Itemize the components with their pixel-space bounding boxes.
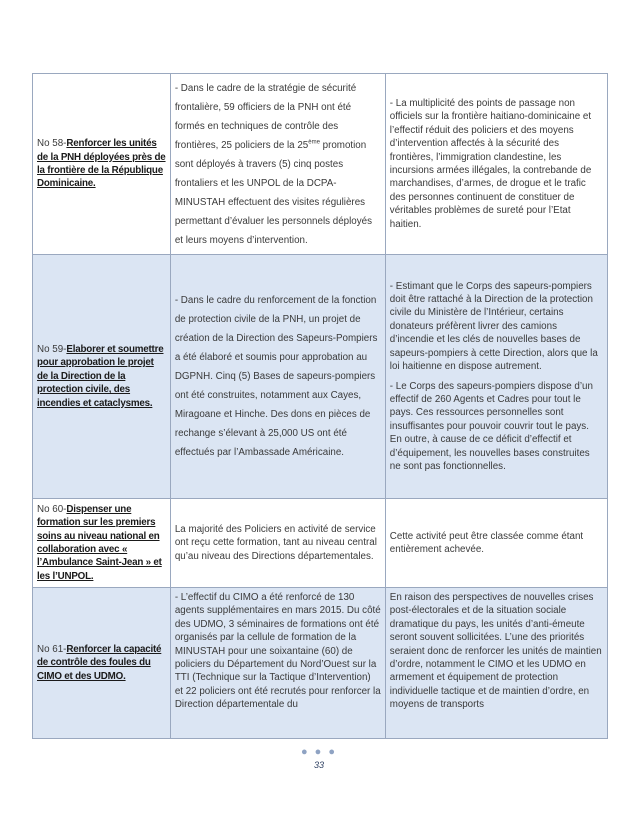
activity-text-continued: promotion sont déployés à travers (5) cinq postes frontaliers et les UNPOL de la DCPA-MINUSTAH effectuent des visites régulières permettant d’évaluer les personnels déployés et leurs moyens d’intervention.	[174, 139, 372, 246]
activity-text: - Dans le cadre de la stratégie de sécurité frontalière, 59 officiers de la PNH ont été formés en techniques de contrôle des frontières, 25 policiers de la 25	[174, 82, 357, 151]
comment-cell	[385, 255, 607, 499]
activity-text: - L’effectif du CIMO a été renforcé de 130 agents supplémentaires en mars 2015. Du côté des UDMO, 3 séminaires de formations ont été organisés par la cellule de formation de la MINUSTAH pour une soixantaine (60) de policiers du Département du Nord’Ouest sur la TTI (Technique sur la Tactique d’Intervention) et 22 policiers ont été recrutés pour renforcer la Direction départementale du	[174, 592, 381, 711]
comment-paragraph: - La multiplicité des points de passage non officiels sur la frontière haitiano-dominicaine et l’effectif réduit des policiers et des moyens d’intervention affectés à la sécurité des frontières, l’immigration clandestine, les incursions armées illégales, la contrebande de marchandises, d’armes, de drogue et le trafic des personnes continuent de constituer de véritables problèmes de sureté pour l’Etat haitien.	[389, 97, 592, 230]
recommendation-cell	[33, 74, 171, 255]
table-row	[33, 499, 608, 588]
recommendation-number: No 60-	[37, 503, 67, 515]
recommendation-cell	[33, 255, 171, 499]
recommendation-title: Elaborer et soumettre pour approbation le projet de la Direction de la protection civile, des incendies et cataclysmes.	[37, 343, 164, 409]
footer-dots: ● ● ●	[300, 746, 338, 758]
activity-cell	[170, 74, 385, 255]
recommendation-title: Dispenser une formation sur les premiers soins au niveau national en collaboration avec « l’Ambulance Saint-Jean » et les l’UNPOL.	[37, 503, 162, 582]
comment-cell	[385, 74, 607, 255]
comment-cell	[385, 499, 607, 588]
comment-paragraph: - Estimant que le Corps des sapeurs-pompiers doit être rattaché à la Direction de la protection civile du Ministère de l’Intérieur, certains donateurs préfèrent livrer des camions d’incendie et les clés de nouvelles bases de sapeurs-pompiers à cette Direction, alors que la loi haitienne en dispose autrement.	[389, 280, 598, 373]
table-row	[33, 588, 608, 739]
recommendation-title: Renforcer les unités de la PNH déployées près de la frontière de la République Dominicaine.	[37, 138, 166, 190]
activity-cell	[170, 499, 385, 588]
activity-text: - Dans le cadre du renforcement de la fonction de protection civile de la PNH, un projet de création de la Direction des Sapeurs-Pompiers a été élaboré et soumis pour approbation au DGPNH. Cinq (5) Bases de sapeurs-pompiers ont été construites, notamment aux Cayes, Miragoane et Hinche. Des dons en pièces de rechange s’élevant à 25,000 US ont été effectués par l’Ambassade Américaine.	[174, 295, 378, 458]
recommendation-cell	[33, 588, 171, 739]
recommendation-number: No 58-	[37, 138, 67, 150]
activity-cell	[170, 255, 385, 499]
recommendation-cell	[33, 499, 171, 588]
activity-cell	[170, 588, 385, 739]
table-row	[33, 255, 608, 499]
recommendation-title: Renforcer la capacité de contrôle des foules du CIMO et des UDMO.	[37, 643, 162, 682]
recommendations-table	[32, 73, 608, 739]
comment-paragraph: - Le Corps des sapeurs-pompiers dispose d’un effectif de 260 Agents et Cadres pour tout le pays. Ces ressources personnelles sont insuffisantes pour pouvoir couvrir tout le pays. En outre, à cause de ce déficit d’effectif et d’équipement, les nouvelles bases construites ne sont pas fonctionnelles.	[389, 380, 593, 472]
activity-superscript: ème	[308, 139, 320, 146]
recommendation-number: No 59-	[37, 343, 67, 355]
page-number: 33	[313, 760, 324, 770]
comment-cell	[385, 588, 607, 739]
comment-paragraph: Cette activité peut être classée comme étant entièrement achevée.	[389, 530, 584, 555]
table-row	[33, 74, 608, 255]
activity-text: La majorité des Policiers en activité de service ont reçu cette formation, tant au niveau central qu’au niveau des Directions départementales.	[174, 523, 377, 562]
recommendation-number: No 61-	[37, 643, 67, 655]
comment-paragraph: En raison des perspectives de nouvelles crises post-électorales et de la situation sociale dramatique du pays, les unités d’anti-émeute seront souvent sollicitées. L’une des priorités seraient donc de renforcer les unités de maintien d’ordre, notamment le CIMO et les UDMO en armement et équipement de protection individuelle tactique et de maintien d’ordre, en moyens de transports	[389, 592, 602, 711]
